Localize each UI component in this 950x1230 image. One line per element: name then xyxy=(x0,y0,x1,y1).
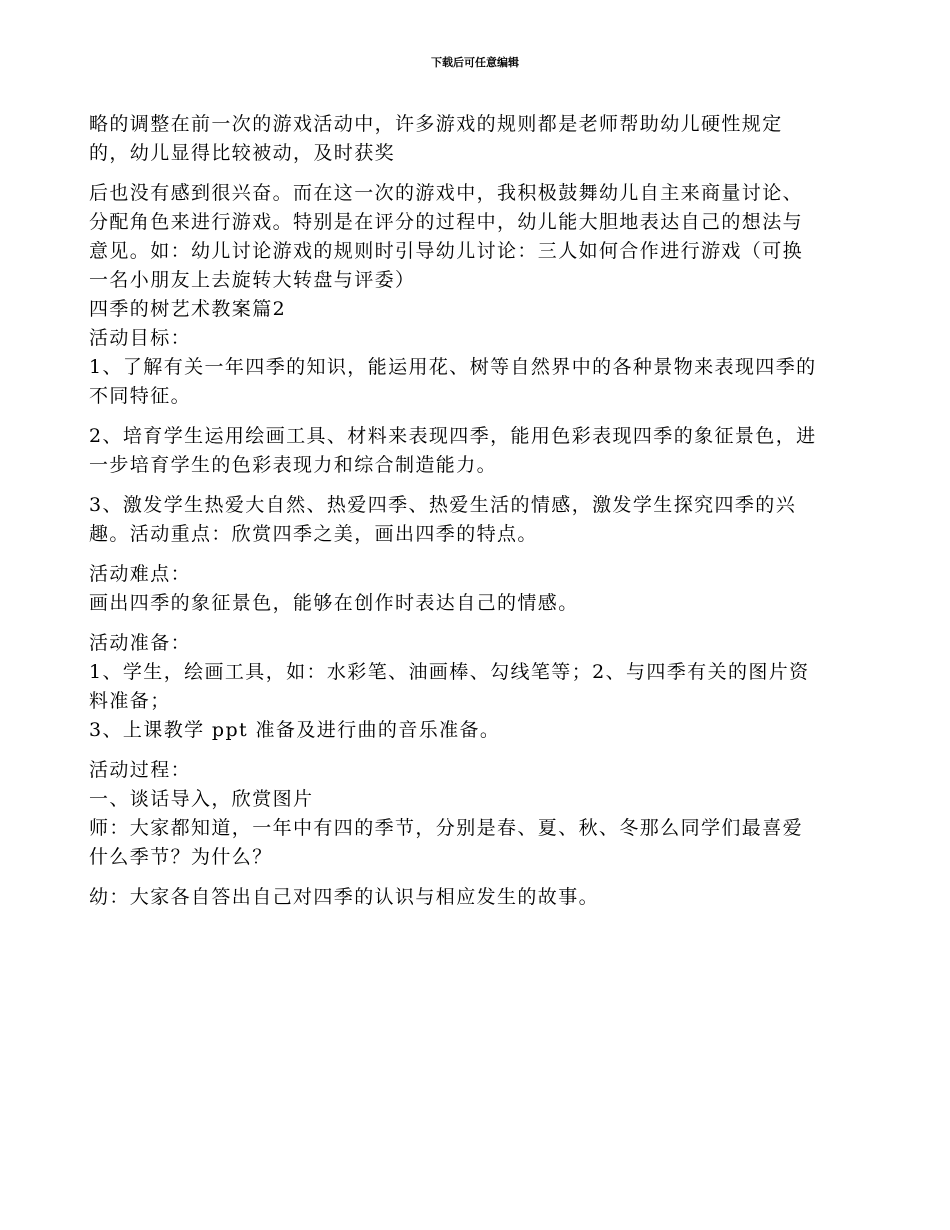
prep-item: 1、学生，绘画工具，如：水彩笔、油画棒、勾线笔等；2、与四季有关的图片资 料准备； xyxy=(89,661,810,712)
goal-item: 3、激发学生热爱大自然、热爱四季、热爱生活的情感，激发学生探究四季的兴 趣。活动重点：欣赏四季之美，画出四季的特点。 xyxy=(89,494,797,545)
paragraph: 略的调整在前一次的游戏活动中，许多游戏的规则都是老师帮助幼儿硬性规定 的，幼儿显得比较被动，及时获奖 xyxy=(89,113,783,164)
page-header: 下载后可任意编辑 xyxy=(431,56,519,69)
prep-heading: 活动准备： xyxy=(89,632,192,654)
process-step: 一、谈话导入，欣赏图片 xyxy=(89,788,314,810)
difficulty-text: 画出四季的象征景色，能够在创作时表达自己的情感。 xyxy=(89,592,579,614)
goal-item: 2、培育学生运用绘画工具、材料来表现四季，能用色彩表现四季的象征景色，进 一步培育学生的色彩表现力和综合制造能力。 xyxy=(89,425,817,476)
paragraph: 后也没有感到很兴奋。而在这一次的游戏中，我积极鼓舞幼儿自主来商量讨论、 分配角色来进行游戏。特别是在评分的过程中，幼儿能大胆地表达自己的想法与 意见。如：幼儿讨论游戏的规则时引导幼儿讨论：三人如何合作进行游戏（可换 一名小朋友上去旋转大转盘与评委） xyxy=(89,182,804,291)
section-title: 四季的树艺术教案篇2 xyxy=(89,298,287,320)
goal-item: 1、了解有关一年四季的知识，能运用花、树等自然界中的各种景物来表现四季的 不同特征。 xyxy=(89,356,817,407)
goals-heading: 活动目标： xyxy=(89,327,192,349)
child-line: 幼：大家各自答出自己对四季的认识与相应发生的故事。 xyxy=(89,886,600,908)
prep-item: 3、上课教学 ppt 准备及进行曲的音乐准备。 xyxy=(89,719,501,741)
teacher-line: 师：大家都知道，一年中有四的季节，分别是春、夏、秋、冬那么同学们最喜爱 什么季节？为什么？ xyxy=(89,817,804,868)
process-heading: 活动过程： xyxy=(89,759,192,781)
difficulty-heading: 活动难点： xyxy=(89,563,192,585)
document-body xyxy=(89,110,869,912)
